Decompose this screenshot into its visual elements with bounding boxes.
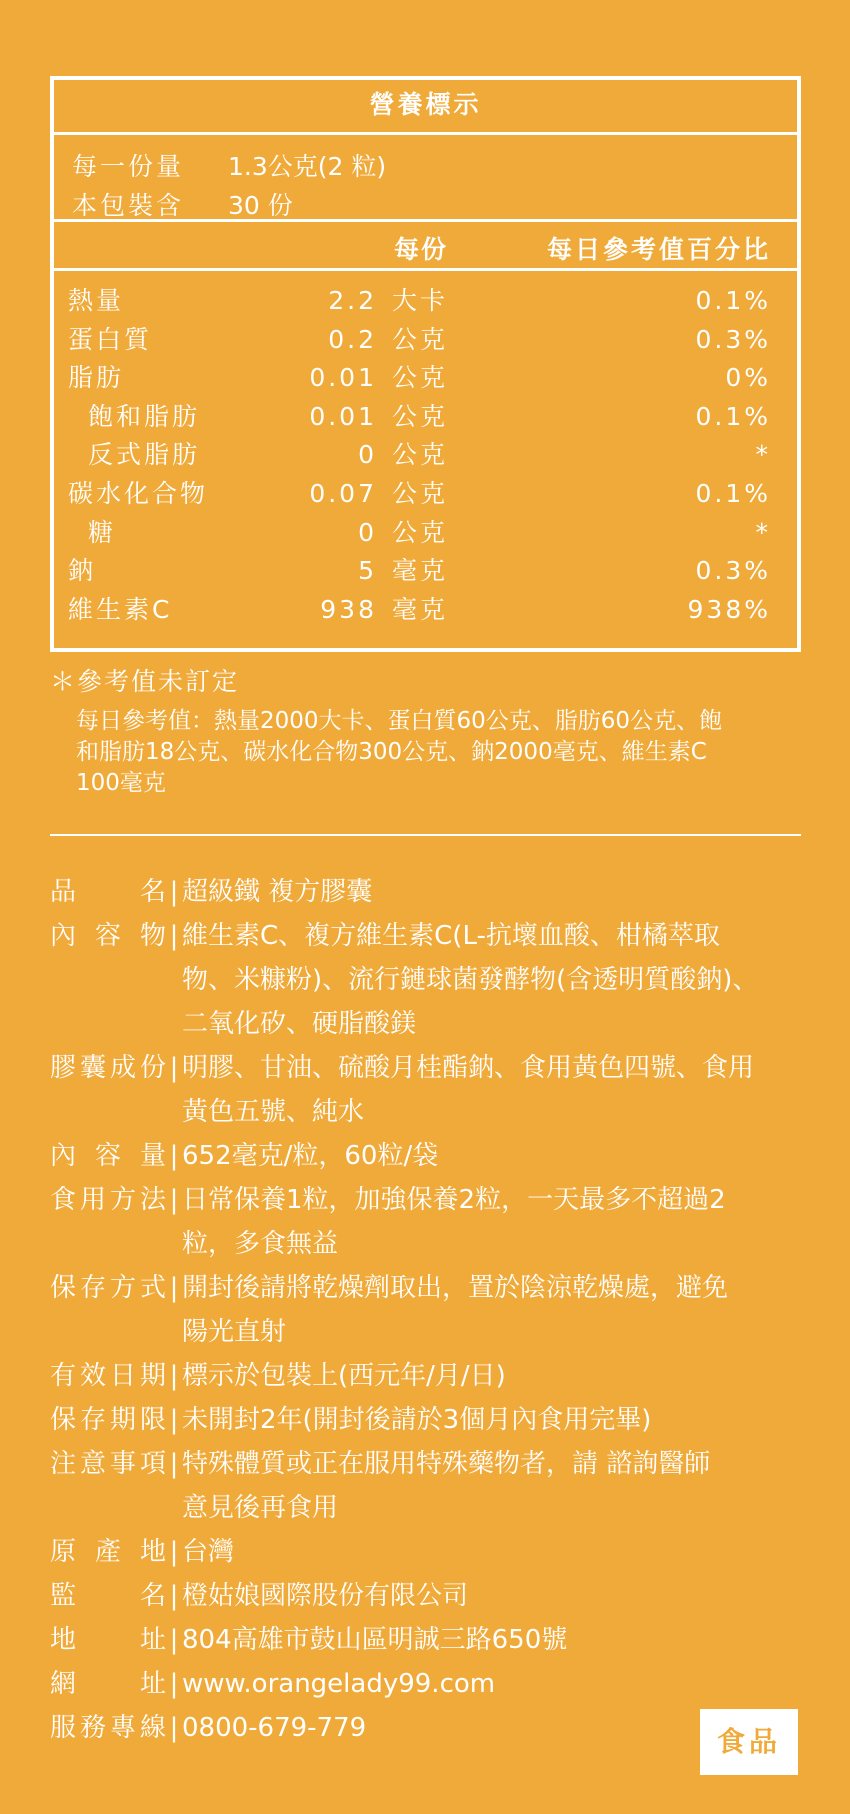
info-separator: | [169, 1405, 179, 1435]
nutrient-row [54, 398, 797, 437]
footnote-body [50, 706, 810, 799]
info-separator: | [169, 1361, 179, 1391]
info-row [50, 870, 830, 914]
nutrient-daily-pct: 938% [687, 594, 771, 624]
info-value [182, 914, 830, 1046]
info-row [50, 1178, 830, 1266]
info-value-line: 陽光直射 [182, 1317, 287, 1347]
info-value [182, 1442, 830, 1530]
info-value-line: 804高雄市鼓山區明誠三路650號 [182, 1625, 568, 1655]
nutrition-column-header [54, 222, 797, 271]
nutrient-amount: 0.01 [309, 401, 377, 431]
info-row [50, 914, 830, 1046]
nutrient-row [54, 591, 797, 630]
nutrient-unit: 公克 [392, 440, 449, 470]
info-value [182, 1618, 830, 1662]
nutrient-rows [54, 271, 797, 629]
footnote-line: 每日參考值：熱量2000大卡、蛋白質60公克、脂肪60公克、飽 [76, 708, 723, 734]
nutrient-name: 鈉 [68, 556, 97, 586]
nutrient-daily-pct: * [755, 517, 771, 547]
info-value-line: 台灣 [182, 1537, 235, 1567]
info-separator: | [169, 1625, 179, 1655]
info-value [182, 870, 830, 914]
info-row [50, 1398, 830, 1442]
servings-per-package-row [72, 186, 797, 225]
info-row [50, 1574, 830, 1618]
nutrient-unit: 大卡 [392, 286, 449, 315]
nutrient-daily-pct: 0% [725, 363, 771, 393]
nutrient-row [54, 436, 797, 475]
nutrient-name: 飽和脂肪 [88, 401, 201, 431]
serving-size-row [72, 147, 797, 186]
info-separator: | [169, 1537, 179, 1567]
nutrient-daily-pct: 0.3% [695, 556, 771, 586]
info-label: 有效日期 [50, 1361, 166, 1391]
info-value [182, 1574, 830, 1618]
info-value-line: 開封後請將乾燥劑取出，置於陰涼乾燥處，避免 [182, 1273, 729, 1303]
nutrient-amount: 938 [320, 594, 377, 624]
info-separator: | [169, 1669, 179, 1699]
serving-size-value: 1.3公克(2 粒) [228, 152, 387, 181]
info-value-line: 粒，多食無益 [182, 1229, 339, 1259]
nutrient-unit: 公克 [392, 324, 449, 354]
info-row [50, 1530, 830, 1574]
nutrient-amount: 0.07 [309, 478, 377, 508]
info-value-line: 未開封2年(開封後請於3個月內食用完畢) [182, 1405, 652, 1435]
info-label: 注意事項 [50, 1449, 166, 1479]
info-value-line: 黃色五號、純水 [182, 1097, 365, 1127]
nutrient-name: 脂肪 [68, 363, 125, 393]
nutrition-title: 營養標示 [54, 80, 797, 135]
info-value [182, 1530, 830, 1574]
info-value-line: 橙姑娘國際股份有限公司 [182, 1581, 469, 1611]
info-label: 食用方法 [50, 1185, 166, 1215]
info-separator: | [169, 1273, 179, 1303]
info-separator: | [169, 1053, 179, 1083]
food-badge: 食品 [700, 1709, 798, 1775]
nutrient-unit: 公克 [392, 517, 449, 547]
nutrient-row [54, 321, 797, 360]
info-label: 原 產 地 [50, 1537, 166, 1567]
nutrient-daily-pct: 0.1% [695, 286, 771, 315]
info-value [182, 1354, 830, 1398]
info-row [50, 1618, 830, 1662]
info-separator: | [169, 1141, 179, 1171]
info-value-line: 652毫克/粒，60粒/袋 [182, 1141, 439, 1171]
nutrient-row [54, 514, 797, 553]
nutrient-unit: 公克 [392, 401, 449, 431]
info-separator: | [169, 1449, 179, 1479]
nutrient-daily-pct: * [755, 440, 771, 470]
nutrient-daily-pct: 0.1% [695, 401, 771, 431]
nutrient-unit: 毫克 [392, 556, 449, 586]
info-value-line: 超級鐵 複方膠囊 [182, 877, 373, 907]
nutrient-amount: 5 [358, 556, 377, 586]
info-value-line: 維生素C、複方維生素C(L-抗壞血酸、柑橘萃取 [182, 921, 720, 951]
info-value [182, 1046, 830, 1134]
nutrition-facts-table [50, 76, 801, 652]
nutrient-amount: 0.01 [309, 363, 377, 393]
nutrient-unit: 公克 [392, 478, 449, 508]
info-label: 膠囊成份 [50, 1053, 166, 1083]
nutrient-row [54, 359, 797, 398]
info-label: 內 容 量 [50, 1141, 166, 1171]
info-value [182, 1178, 830, 1266]
nutrient-daily-pct: 0.3% [695, 324, 771, 354]
nutrient-amount: 0 [358, 440, 377, 470]
info-value-line: 標示於包裝上(西元年/月/日) [182, 1361, 506, 1391]
info-value-line: www.orangelady99.com [182, 1669, 496, 1699]
nutrient-name: 碳水化合物 [68, 478, 209, 508]
product-info-list [50, 870, 830, 1750]
info-value [182, 1134, 830, 1178]
servings-per-package-value: 30 份 [228, 191, 293, 220]
info-label: 網 址 [50, 1669, 166, 1699]
info-label: 內 容 物 [50, 921, 166, 951]
info-row [50, 1266, 830, 1354]
info-separator: | [169, 1581, 179, 1611]
info-row [50, 1046, 830, 1134]
info-row [50, 1134, 830, 1178]
nutrient-daily-pct: 0.1% [695, 478, 771, 508]
info-label: 品 名 [50, 877, 166, 907]
info-separator: | [169, 877, 179, 907]
info-separator: | [169, 921, 179, 951]
nutrient-name: 糖 [88, 517, 117, 547]
nutrient-amount: 2.2 [328, 286, 377, 315]
nutrient-name: 熱量 [68, 286, 125, 315]
info-row [50, 1662, 830, 1706]
nutrient-unit: 毫克 [392, 594, 449, 624]
info-row [50, 1354, 830, 1398]
nutrient-name: 維生素C [68, 594, 173, 624]
info-label: 保存期限 [50, 1405, 166, 1435]
daily-value-header: 每日參考值百分比 [546, 235, 771, 264]
info-value-line: 明膠、甘油、硫酸月桂酯鈉、食用黃色四號、食用 [182, 1053, 755, 1083]
info-value-line: 物、米糠粉)、流行鏈球菌發酵物(含透明質酸鈉)、 [182, 965, 759, 995]
nutrient-unit: 公克 [392, 363, 449, 393]
per-serving-header: 每份 [394, 235, 449, 264]
info-label: 監 名 [50, 1581, 166, 1611]
info-value-line: 二氧化矽、硬脂酸鎂 [182, 1009, 417, 1039]
info-value [182, 1662, 830, 1706]
section-divider [50, 834, 801, 836]
info-row [50, 1442, 830, 1530]
info-value-line: 0800-679-779 [182, 1713, 367, 1743]
info-value [182, 1266, 830, 1354]
footnote-line: 100毫克 [76, 770, 166, 796]
info-label: 服務專線 [50, 1713, 166, 1743]
nutrient-name: 反式脂肪 [88, 440, 201, 470]
info-separator: | [169, 1185, 179, 1215]
nutrient-amount: 0.2 [328, 324, 377, 354]
nutrient-row [54, 282, 797, 321]
info-value-line: 意見後再食用 [182, 1493, 339, 1523]
info-separator: | [169, 1713, 179, 1743]
servings-per-package-label: 本包裝含 [72, 191, 185, 220]
nutrient-amount: 0 [358, 517, 377, 547]
info-value [182, 1398, 830, 1442]
footnote-title: ＊參考值未訂定 [50, 667, 240, 696]
footnote [50, 666, 810, 799]
nutrient-row [54, 475, 797, 514]
footnote-line: 和脂肪18公克、碳水化合物300公克、鈉2000毫克、維生素C [76, 739, 707, 765]
nutrient-name: 蛋白質 [68, 324, 153, 354]
info-label: 地 址 [50, 1625, 166, 1655]
serving-size-label: 每一份量 [72, 152, 185, 181]
nutrient-row [54, 552, 797, 591]
info-value-line: 日常保養1粒，加強保養2粒，一天最多不超過2 [182, 1185, 726, 1215]
info-label: 保存方式 [50, 1273, 166, 1303]
info-value-line: 特殊體質或正在服用特殊藥物者，請 諮詢醫師 [182, 1449, 711, 1479]
serving-info [54, 135, 797, 222]
